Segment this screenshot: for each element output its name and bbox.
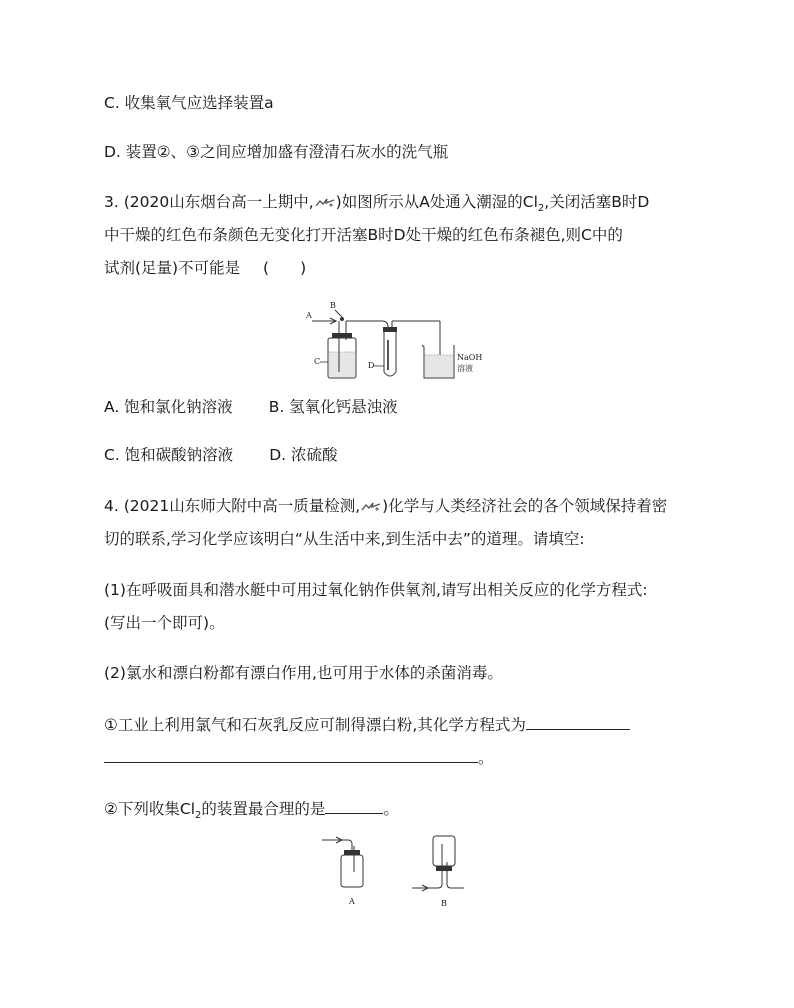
q4-stem-line2: 切的联系,学习化学应该明白“从生活中来,到生活中去”的道理。请填空: bbox=[104, 530, 585, 548]
label-naoh: NaOH bbox=[457, 353, 483, 362]
difficulty-star-icon bbox=[360, 501, 382, 513]
q4-part1-line2: (写出一个即可)。 bbox=[104, 614, 225, 632]
q2-option-d: D. 装置②、③之间应增加盛有澄清石灰水的洗气瓶 bbox=[104, 143, 449, 161]
q4-part1-line1: (1)在呼吸面具和潜水艇中可用过氧化钠作供氧剂,请写出相关反应的化学方程式: bbox=[104, 581, 648, 599]
q4-part2: (2)氯水和漂白粉都有漂白作用,也可用于水体的杀菌消毒。 bbox=[104, 664, 503, 682]
q3-stem-line3: 试剂(足量)不可能是 ( ) bbox=[104, 259, 307, 277]
q3-options-row1 bbox=[104, 397, 398, 417]
q3-option-a: A. 饱和氯化钠溶液 bbox=[104, 398, 233, 416]
q3-option-d: D. 浓硫酸 bbox=[269, 446, 338, 464]
q4-source: 4. (2021山东师大附中高一质量检测, bbox=[104, 497, 361, 515]
answer-blank[interactable] bbox=[104, 746, 478, 763]
q3-source: 3. (2020山东烟台高一上期中, bbox=[104, 193, 314, 211]
q3-options-row2 bbox=[104, 445, 337, 465]
q2-option-c: C. 收集氧气应选择装置a bbox=[104, 94, 274, 112]
label-d: D bbox=[368, 361, 375, 370]
q3-apparatus-figure bbox=[304, 300, 504, 382]
q3-stem-line1: 3. (2020山东烟台高一上期中, )如图所示从A处通入潮湿的$Cl_2$,关闭活塞B时D bbox=[104, 193, 650, 215]
q4-part2-2: ②下列收集$Cl_2$的装置最合理的是 。 bbox=[104, 797, 399, 826]
answer-bracket: ( ) bbox=[263, 259, 307, 277]
label-a: A bbox=[306, 311, 312, 320]
label-a: A bbox=[349, 897, 355, 906]
label-b: B bbox=[330, 301, 336, 310]
q3-option-b: B. 氢氧化钙悬浊液 bbox=[268, 398, 398, 416]
label-c: C bbox=[314, 357, 321, 366]
q3-option-c: C. 饱和碳酸钠溶液 bbox=[104, 446, 234, 464]
q4-collection-figure bbox=[318, 832, 478, 912]
q4-part2-1: ①工业上利用氯气和石灰乳反应可制得漂白粉,其化学方程式为 bbox=[104, 713, 630, 735]
label-b: B bbox=[441, 899, 447, 908]
q4-stem-line1: 4. (2021山东师大附中高一质量检测, )化学与人类经济社会的各个领域保持着密 bbox=[104, 497, 668, 515]
label-solution: 溶液 bbox=[457, 364, 473, 373]
answer-blank[interactable] bbox=[526, 713, 630, 730]
answer-blank[interactable] bbox=[325, 797, 383, 814]
q4-part2-1-cont: 。 bbox=[104, 746, 494, 768]
q3-stem-line2: 中干燥的红色布条颜色无变化打开活塞B时D处干燥的红色布条褪色,则C中的 bbox=[104, 226, 623, 244]
difficulty-star-icon bbox=[314, 197, 336, 209]
